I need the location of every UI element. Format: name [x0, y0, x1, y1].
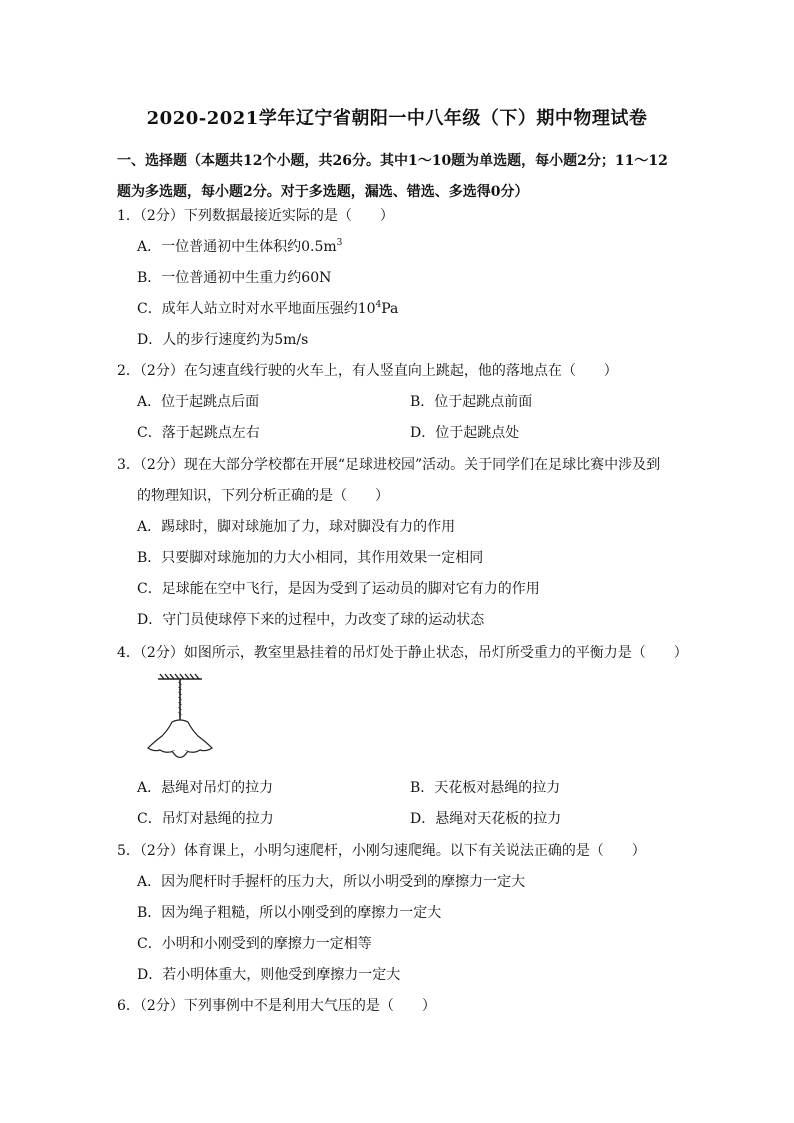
question-6-stem: 6．（2分）下列事例中不是利用大气压的是（ ）	[117, 998, 436, 1014]
question-5-option-c: C．小明和小刚受到的摩擦力一定相等	[137, 936, 372, 952]
question-4-option-a: A．悬绳对吊灯的拉力	[137, 780, 274, 796]
question-2-option-c: C．落于起跳点左右	[137, 425, 260, 441]
question-2-option-b: B．位于起跳点前面	[410, 394, 533, 410]
ceiling-hatch	[158, 674, 202, 679]
question-3-stem-cont: 的物理知识，下列分析正确的是（ ）	[137, 488, 389, 504]
question-1-option-c: C．成年人站立时对水平地面压强约$10^4Pa$	[137, 300, 399, 317]
question-5-option-a: A．因为爬杆时手握杆的压力大，所以小明受到的摩擦力一定大	[137, 874, 526, 890]
question-5-option-d: D．若小明体重大，则他受到摩擦力一定大	[137, 967, 401, 983]
question-4-option-c: C．吊灯对悬绳的拉力	[137, 811, 274, 827]
question-3-stem: 3．（2分）现在大部分学校都在开展“足球进校园”活动。关于同学们在足球比赛中涉及到	[117, 457, 661, 473]
section-heading: 一、选择题（本题共12个小题，共26分。其中1～10题为单选题，每小题2分；11～12题为多选题，每小题2分。对于多选题，漏选、错选、多选得0分）	[117, 153, 668, 200]
question-3-option-b: B．只要脚对球施加的力大小相同，其作用效果一定相同	[137, 550, 484, 566]
question-3-option-d: D．守门员使球停下来的过程中，力改变了球的运动状态	[137, 612, 485, 628]
lamp-shade	[148, 720, 212, 758]
question-3-option-a: A．踢球时，脚对球施加了力，球对脚没有力的作用	[137, 519, 456, 535]
question-1-option-b: B．一位普通初中生重力约60N	[137, 270, 332, 286]
question-2-option-d: D．位于起跳点处	[410, 425, 520, 441]
hanging-lamp-figure	[136, 672, 216, 772]
question-4-stem: 4．（2分）如图所示，教室里悬挂着的吊灯处于静止状态，吊灯所受重力的平衡力是（ ）	[117, 645, 688, 661]
question-4-option-d: D．悬绳对天花板的拉力	[410, 811, 562, 827]
question-4-option-b: B．天花板对悬绳的拉力	[410, 780, 561, 796]
question-3-option-c: C．足球能在空中飞行，是因为受到了运动员的脚对它有力的作用	[137, 581, 540, 597]
question-5-option-b: B．因为绳子粗糙，所以小刚受到的摩擦力一定大	[137, 905, 442, 921]
question-2-option-a: A．位于起跳点后面	[137, 394, 260, 410]
question-2-stem: 2．（2分）在匀速直线行驶的火车上，有人竖直向上跳起，他的落地点在（ ）	[117, 363, 618, 379]
question-5-stem: 5．（2分）体育课上，小明匀速爬杆，小刚匀速爬绳。以下有关说法正确的是（ ）	[117, 843, 646, 859]
exam-title: 2020-2021学年辽宁省朝阳一中八年级（下）期中物理试卷	[146, 108, 648, 129]
question-1-stem: 1．（2分）下列数据最接近实际的是（ ）	[117, 208, 394, 224]
question-1-option-d: D．人的步行速度约为5m/s	[137, 332, 309, 348]
question-1-option-a: A．一位普通初中生体积约$0.5m^3$	[137, 238, 343, 255]
hanging-rope	[179, 679, 182, 720]
